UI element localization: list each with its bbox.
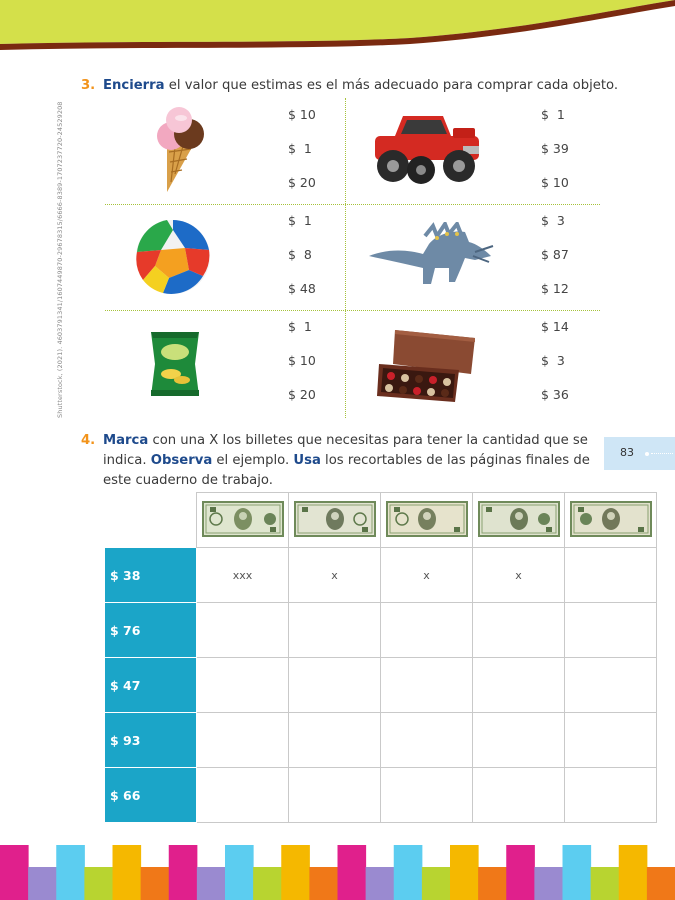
dollar-bill-50-icon <box>570 501 652 537</box>
chocolates-box-icon <box>375 324 485 404</box>
bottom-decorative-bars <box>0 845 675 900</box>
tab-dotted-line <box>651 453 673 454</box>
amount-row <box>105 603 657 658</box>
bill-cell-1 <box>197 493 289 548</box>
mark-cell[interactable] <box>565 603 657 658</box>
bills-table <box>104 492 657 823</box>
amount-row <box>105 658 657 713</box>
price-option[interactable]: $ 36 <box>541 387 569 402</box>
tab-dot <box>645 452 649 456</box>
empty-corner <box>105 493 197 548</box>
mark-cell[interactable] <box>381 768 473 823</box>
decorative-color-bar <box>197 867 226 900</box>
question-4-text: con una X los billetes que necesitas para tener la cantidad que se indica. <box>103 433 588 468</box>
price-option[interactable]: $ 87 <box>541 247 569 262</box>
price-options <box>541 316 601 418</box>
price-option[interactable]: $ 1 <box>288 141 312 156</box>
item-cell-ball <box>105 204 345 310</box>
mark-cell[interactable] <box>381 713 473 768</box>
price-option[interactable]: $ 14 <box>541 319 569 334</box>
decorative-color-bar <box>281 845 310 900</box>
mark-cell[interactable] <box>473 713 565 768</box>
question-4-text: los recortables de las páginas finales de este cuaderno de trabajo. <box>103 453 590 488</box>
decorative-color-bar <box>28 867 57 900</box>
price-options <box>541 210 601 312</box>
question-3-number: 3. <box>81 78 96 93</box>
amount-label: $ 93 <box>105 713 197 768</box>
price-options <box>541 104 601 206</box>
amount-label: $ 38 <box>105 548 197 603</box>
bill-cell-5 <box>289 493 381 548</box>
page-number: 83 <box>620 446 634 459</box>
price-option[interactable]: $ 1 <box>288 319 312 334</box>
decorative-color-bar <box>647 867 675 900</box>
question-4-verb-observa: Observa <box>150 453 213 468</box>
price-options <box>288 316 348 418</box>
decorative-color-bar <box>563 845 592 900</box>
dollar-bill-10-icon <box>386 501 468 537</box>
dollar-bill-5-icon <box>294 501 376 537</box>
price-option[interactable]: $ 3 <box>541 213 565 228</box>
item-cell-ice-cream <box>105 98 345 204</box>
bill-cell-50 <box>565 493 657 548</box>
amount-label: $ 76 <box>105 603 197 658</box>
mark-cell[interactable] <box>565 713 657 768</box>
question-4-number: 4. <box>81 433 96 448</box>
ice-cream-icon <box>145 102 215 194</box>
price-option[interactable]: $ 3 <box>541 353 565 368</box>
decorative-color-bar <box>141 867 170 900</box>
decorative-color-bar <box>309 867 338 900</box>
mark-cell[interactable] <box>289 658 381 713</box>
mark-cell[interactable]: x <box>289 548 381 603</box>
bills-header-row <box>105 493 657 548</box>
price-option[interactable]: $ 1 <box>288 213 312 228</box>
question-3-text: el valor que estimas es el más adecuado para comprar cada objeto. <box>164 78 619 93</box>
amount-label: $ 47 <box>105 658 197 713</box>
question-4-verb-marca: Marca <box>103 433 149 448</box>
decorative-color-bar <box>394 845 423 900</box>
decorative-color-bar <box>113 845 142 900</box>
toy-truck-icon <box>367 106 487 188</box>
mark-cell[interactable]: x <box>381 548 473 603</box>
price-option[interactable]: $ 10 <box>288 107 316 122</box>
mark-cell[interactable] <box>473 658 565 713</box>
price-options <box>288 210 348 312</box>
price-option[interactable]: $ 20 <box>288 387 316 402</box>
top-decorative-wave <box>0 0 675 60</box>
decorative-color-bar <box>478 867 507 900</box>
price-option[interactable]: $ 20 <box>288 175 316 190</box>
page-number-tab <box>604 437 675 470</box>
decorative-color-bar <box>338 845 367 900</box>
mark-cell[interactable]: xxx <box>197 548 289 603</box>
price-option[interactable]: $ 1 <box>541 107 565 122</box>
amount-row <box>105 713 657 768</box>
dollar-bill-1-icon <box>202 501 284 537</box>
mark-cell[interactable] <box>473 768 565 823</box>
amount-row <box>105 768 657 823</box>
item-cell-chips-bag <box>105 310 345 416</box>
mark-cell[interactable] <box>565 548 657 603</box>
mark-cell[interactable] <box>565 658 657 713</box>
mark-cell[interactable] <box>565 768 657 823</box>
mark-cell[interactable] <box>381 658 473 713</box>
chips-bag-icon <box>149 328 201 400</box>
ball-icon <box>133 218 213 296</box>
question-3-verb: Encierra <box>103 78 165 93</box>
decorative-color-bar <box>506 845 535 900</box>
amount-label: $ 66 <box>105 768 197 823</box>
decorative-color-bar <box>253 867 282 900</box>
dollar-bill-20-icon <box>478 501 560 537</box>
price-option[interactable]: $ 10 <box>541 175 569 190</box>
decorative-color-bar <box>534 867 563 900</box>
decorative-color-bar <box>169 845 198 900</box>
question-4-verb-usa: Usa <box>293 453 321 468</box>
question-4-instruction <box>81 431 613 491</box>
decorative-color-bar <box>84 867 113 900</box>
decorative-color-bar <box>56 845 85 900</box>
item-cell-chocolates-box <box>345 310 585 416</box>
mark-cell[interactable] <box>197 713 289 768</box>
decorative-color-bar <box>366 867 395 900</box>
mark-cell[interactable] <box>197 658 289 713</box>
question-4-text: el ejemplo. <box>212 453 294 468</box>
mark-cell[interactable] <box>197 768 289 823</box>
mark-cell[interactable] <box>381 603 473 658</box>
toy-dinosaur-icon <box>365 222 495 292</box>
decorative-color-bar <box>591 867 620 900</box>
mark-cell[interactable] <box>289 768 381 823</box>
item-cell-toy-dinosaur <box>345 204 585 310</box>
price-option[interactable]: $ 48 <box>288 281 316 296</box>
question-3-instruction <box>81 76 619 96</box>
mark-cell[interactable] <box>197 603 289 658</box>
decorative-color-bar <box>450 845 479 900</box>
decorative-color-bar <box>225 845 254 900</box>
decorative-color-bar <box>0 845 29 900</box>
bill-cell-20 <box>473 493 565 548</box>
price-option[interactable]: $ 8 <box>288 247 312 262</box>
price-option[interactable]: $ 39 <box>541 141 569 156</box>
price-option[interactable]: $ 10 <box>288 353 316 368</box>
decorative-color-bar <box>422 867 451 900</box>
decorative-color-bar <box>619 845 648 900</box>
price-options <box>288 104 348 206</box>
bill-cell-10 <box>381 493 473 548</box>
image-credit: Shutterstock, (2021). 4603791341/1607449870-29678315/6666-8389-1707237720-24529208 <box>56 101 64 418</box>
mark-cell[interactable] <box>473 603 565 658</box>
amount-row <box>105 548 657 603</box>
price-estimation-grid <box>105 98 600 418</box>
mark-cell[interactable] <box>289 713 381 768</box>
mark-cell[interactable] <box>289 603 381 658</box>
item-cell-toy-truck <box>345 98 585 204</box>
mark-cell[interactable]: x <box>473 548 565 603</box>
price-option[interactable]: $ 12 <box>541 281 569 296</box>
